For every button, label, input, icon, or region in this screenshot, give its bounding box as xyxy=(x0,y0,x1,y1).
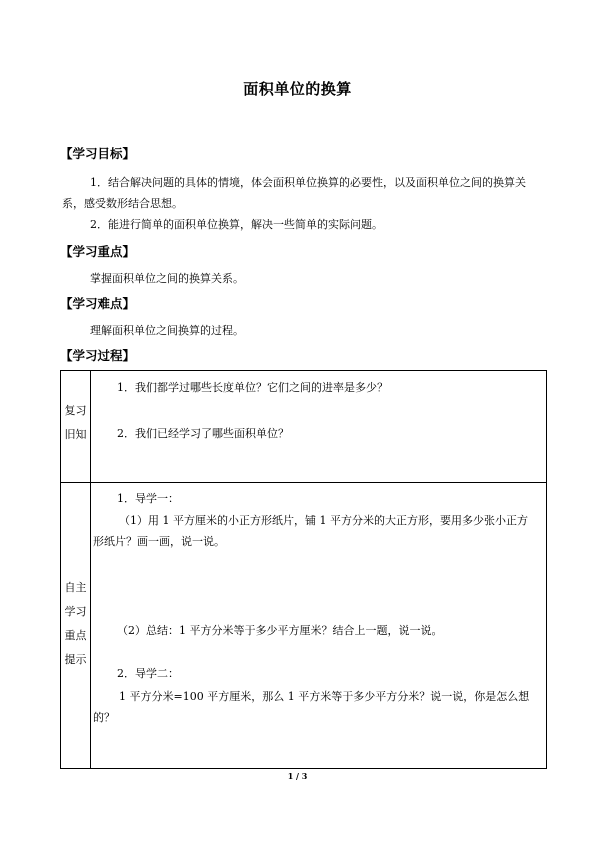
row-label-line: 旧知 xyxy=(64,428,87,441)
page-title: 面积单位的换算 xyxy=(243,80,352,98)
process-heading: 【学习过程】 xyxy=(60,348,136,363)
table-column-divider xyxy=(90,371,91,768)
difficulty-heading: 【学习难点】 xyxy=(60,296,136,311)
row-label-line: 重点 xyxy=(64,629,87,642)
goal-item-1: 1．结合解决问题的具体的情境，体会面积单位换算的必要性，以及面积单位之间的换算关系，感受数形结合思想。 xyxy=(62,176,526,210)
review-question-1: 1．我们都学过哪些长度单位？它们之间的进率是多少？ xyxy=(117,381,388,394)
page-number: 1 / 3 xyxy=(287,771,308,781)
guide-1-question-1: （1）用 1 平方厘米的小正方形纸片，铺 1 平方分米的大正方形，要用多少张小正方形纸片？画一画，说一说。 xyxy=(93,514,528,548)
key-points-text: 掌握面积单位之间的换算关系。 xyxy=(90,272,244,285)
goal-item-2: 2．能进行简单的面积单位换算，解决一些简单的实际问题。 xyxy=(90,218,383,231)
row-label-review xyxy=(61,399,90,447)
table-row-divider xyxy=(61,482,546,483)
row-label-line: 学习 xyxy=(64,605,87,618)
guide-1-question-2: （2）总结：1 平方分米等于多少平方厘米？结合上一题，说一说。 xyxy=(117,624,443,637)
guide-2-heading: 2．导学二： xyxy=(117,667,179,680)
key-points-heading: 【学习重点】 xyxy=(60,244,136,259)
row-label-self-study xyxy=(61,576,90,672)
guide-1-heading: 1．导学一： xyxy=(117,492,179,505)
review-question-2: 2．我们已经学习了哪些面积单位？ xyxy=(117,427,289,440)
row-label-line: 自主 xyxy=(64,581,87,594)
row-label-line: 复习 xyxy=(64,404,87,417)
guide-2-text: 1 平方分米=100 平方厘米，那么 1 平方米等于多少平方分米？说一说，你是怎么想的？ xyxy=(93,690,530,724)
goals-heading: 【学习目标】 xyxy=(60,146,136,161)
learning-process-table xyxy=(60,370,547,769)
row-label-line: 提示 xyxy=(64,653,87,666)
difficulty-text: 理解面积单位之间换算的过程。 xyxy=(90,324,244,337)
